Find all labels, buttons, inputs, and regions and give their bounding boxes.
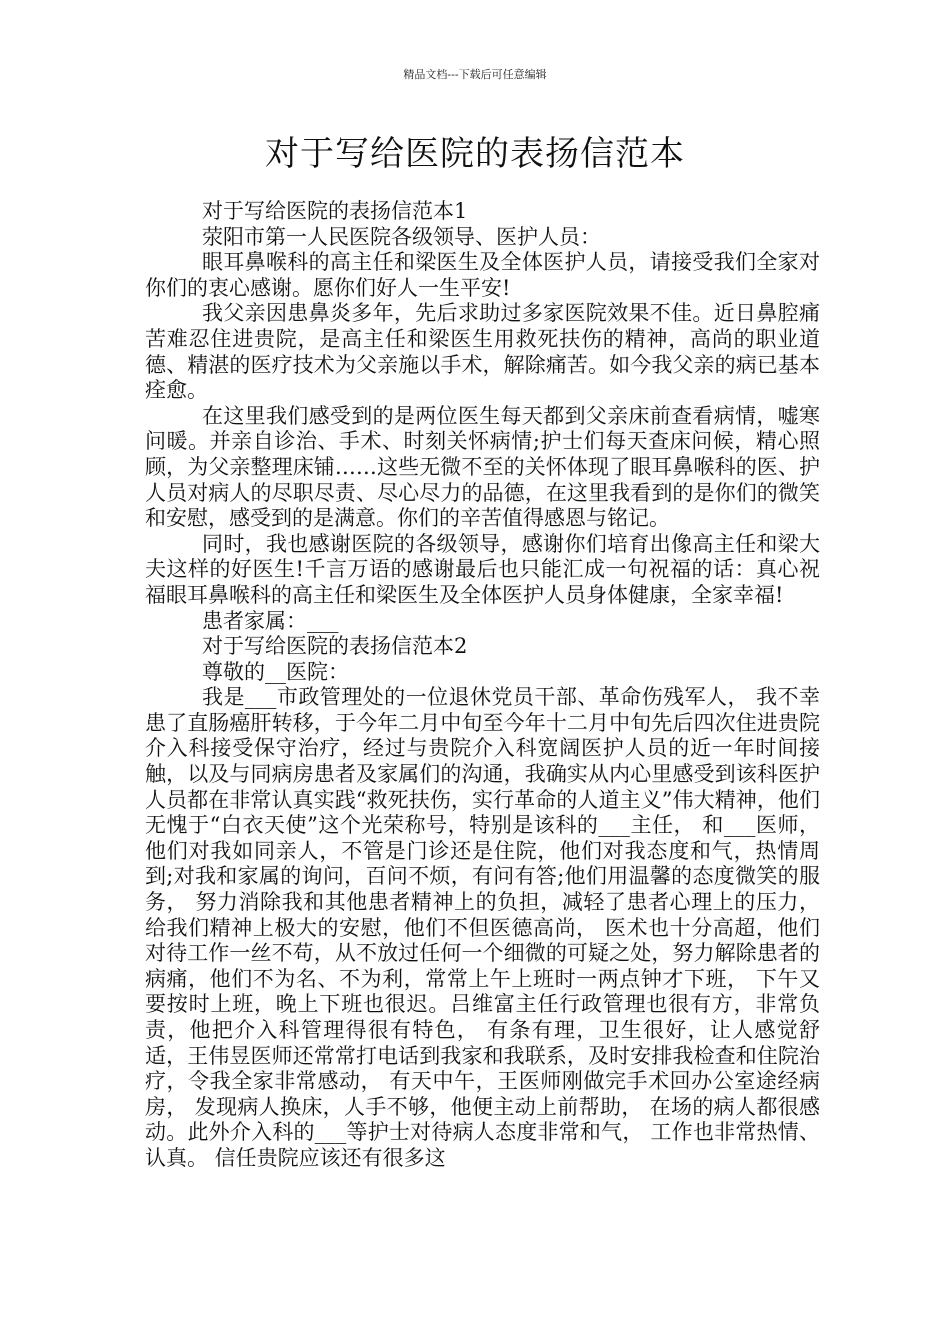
paragraph: 在这里我们感受到的是两位医生每天都到父亲床前查看病情，嘘寒问暖。并亲自诊治、手术、时刻关怀病情;护士们每天查床问候，精心照顾，为父亲整理床铺……这些无微不至的关怀体现了眼耳鼻喉科的医、护人员对病人的尽职尽责、尽心尽力的品德，在这里我看到的是你们的微笑和安慰，感受到的是满意。你们的辛苦值得感恩与铭记。 [145,403,820,531]
header-note: 精品文档---下载后可任意编辑 [403,68,547,81]
paragraph: 我是___市政管理处的一位退休党员干部、革命伤残军人， 我不幸患了直肠癌肝转移，于今年二月中旬至今年十二月中旬先后四次住进贵院介入科接受保守治疗，经过与贵院介入科宽阔医护人员的近一年时间接触，以及与同病房患者及家属们的沟通，我确实从内心里感受到该科医护人员都在非常认真实践“救死扶伤，实行革命的人道主义”伟大精神，他们无愧于“白衣天使”这个光荣称号，特别是该科的___主任， 和___医师，他们对我如同亲人，不管是门诊还是住院，他们对我态度和气，热情周到;对我和家属的询问，百问不烦，有问有答;他们用温馨的态度微笑的服务， 努力消除我和其他患者精神上的负担，减轻了患者心理上的压力，给我们精神上极大的安慰，他们不但医德高尚， 医术也十分高超，他们对待工作一丝不苟，从不放过任何一个细微的可疑之处，努力解除患者的病痛，他们不为名、不为利，常常上午上班时一两点钟才下班， 下午又要按时上班，晚上下班也很迟。吕维富主任行政管理也很有方，非常负责，他把介入科管理得很有特色， 有条有理，卫生很好，让人感觉舒适，王伟昱医师还常常打电话到我家和我联系，及时安排我检查和住院治疗，令我全家非常感动， 有天中午，王医师刚做完手术回办公室途经病房， 发现病人换床，人手不够，他便主动上前帮助， 在场的病人都很感动。此外介入科的___等护士对待病人态度非常和气， 工作也非常热情、认真。 信任贵院应该还有很多这 [145,685,820,1170]
letter-body [145,199,820,1172]
section-heading-1: 对于写给医院的表扬信范本1 [202,199,468,223]
paragraph: 同时，我也感谢医院的各级领导，感谢你们培育出像高主任和梁大夫这样的好医生!千言万语的感谢最后也只能汇成一句祝福的话：真心祝福眼耳鼻喉科的高主任和梁医生及全体医护人员身体健康，全家幸福! [145,531,820,607]
paragraph: 我父亲因患鼻炎多年，先后求助过多家医院效果不佳。近日鼻腔痛苦难忍住进贵院，是高主任和梁医生用救死扶伤的精神，高尚的职业道德、精湛的医疗技术为父亲施以手术，解除痛苦。如今我父亲的病已基本痊愈。 [145,301,820,403]
section-heading-2: 对于写给医院的表扬信范本2 [202,634,468,659]
document-title: 对于写给医院的表扬信范本 [265,134,685,174]
paragraph: 眼耳鼻喉科的高主任和梁医生及全体医护人员，请接受我们全家对你们的衷心感谢。愿你们好人一生平安! [145,250,820,300]
salutation-1: 荥阳市第一人民医院各级领导、医护人员： [202,224,601,249]
signature-line: 患者家属：___ [202,608,339,633]
salutation-2: 尊敬的__医院： [202,659,349,684]
